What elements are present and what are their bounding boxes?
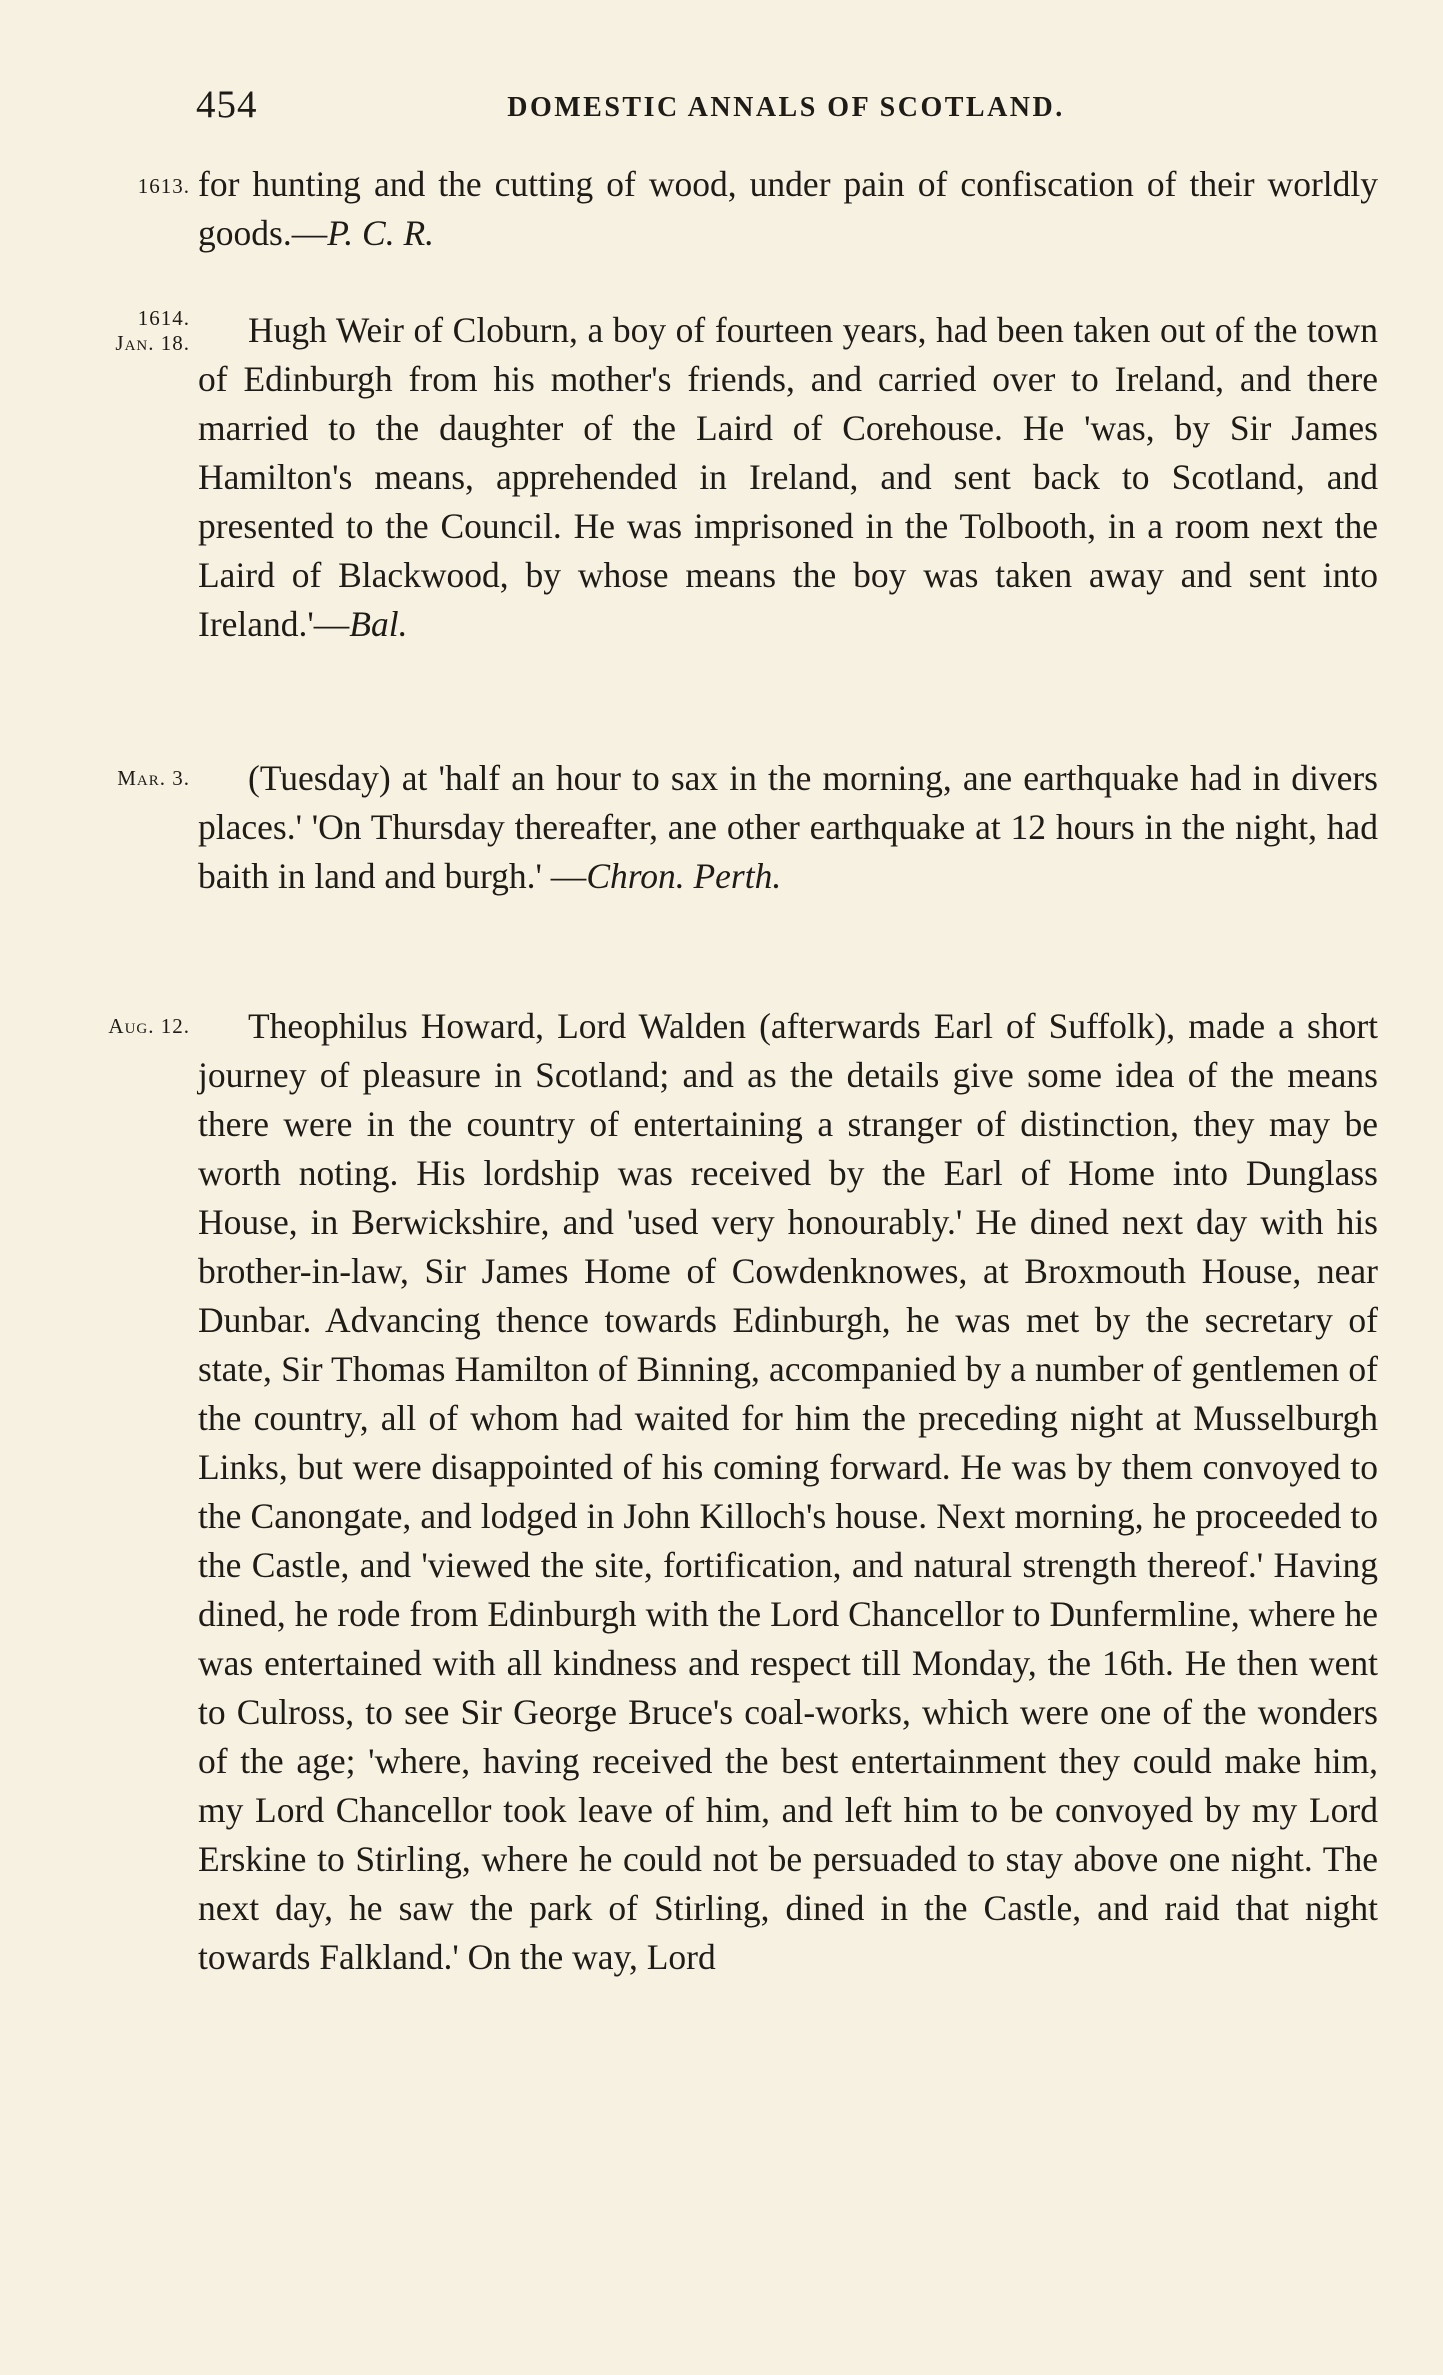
entry-date-margin xyxy=(90,1014,190,1039)
entry-text xyxy=(198,1002,1378,1982)
entry-date: Aug. 12. xyxy=(108,1014,190,1038)
entry-text xyxy=(198,160,1378,258)
entry-body: (Tuesday) at 'half an hour to sax in the morning, ane earthquake had in divers places.' 'On Thursday thereafter, ane other earthquake at 12 hours in the night, had baith in land and burgh.' — xyxy=(198,758,1378,896)
page-number: 454 xyxy=(196,83,258,126)
entry-year: 1614. xyxy=(137,306,190,330)
page-header xyxy=(196,82,1376,142)
entry-text xyxy=(198,306,1378,649)
entry-date-margin xyxy=(90,766,190,791)
entry-year: 1613. xyxy=(137,174,190,198)
entry-date: Jan. 18. xyxy=(115,331,190,355)
running-title: DOMESTIC ANNALS OF SCOTLAND. xyxy=(507,92,1065,123)
entry-date: Mar. 3. xyxy=(117,766,190,790)
entry-citation: Bal. xyxy=(349,604,408,644)
entry-body: Theophilus Howard, Lord Walden (afterwards Earl of Suffolk), made a short journey of pleasure in Scotland; and as the details give some idea of the means there were in the country of entertaining a stranger of distinction, they may be worth noting. His lordship was received by the Earl of Home into Dunglass House, in Berwickshire, and 'used very honourably.' He dined next day with his brother-in-law, Sir James Home of Cowdenknowes, at Broxmouth House, near Dunbar. Advancing thence towards Edinburgh, he was met by the secretary of state, Sir Thomas Hamilton of Binning, accompanied by a number of gentlemen of the country, all of whom had waited for him the preceding night at Musselburgh Links, but were disappointed of his coming forward. He was by them convoyed to the Canongate, and lodged in John Killoch's house. Next morning, he proceeded to the Castle, and 'viewed the site, fortification, and natural strength thereof.' Having dined, he rode from Edinburgh with the Lord Chancellor to Dunfermline, where he was entertained with all kindness and respect till Monday, the 16th. He then went to Culross, to see Sir George Bruce's coal-works, which were one of the wonders of the age; 'where, having received the best entertainment they could make him, my Lord Chancellor took leave of him, and left him to be convoyed by my Lord Erskine to Stirling, where he could not be persuaded to stay above one night. The next day, he saw the park of Stirling, dined in the Castle, and raid that night towards Falkland.' On the way, Lord xyxy=(198,1006,1378,1977)
entry-body: Hugh Weir of Cloburn, a boy of fourteen years, had been taken out of the town of Edinburgh from his mother's friends, and carried over to Ireland, and there married to the daughter of the Laird of Corehouse. He 'was, by Sir James Hamilton's means, apprehended in Ireland, and sent back to Scotland, and presented to the Council. He was imprisoned in the Tolbooth, in a room next the Laird of Blackwood, by whose means the boy was taken away and sent into Ireland.'— xyxy=(198,310,1378,644)
entry-date-margin xyxy=(90,174,190,199)
entry-date-margin xyxy=(90,306,190,356)
entry-text xyxy=(198,754,1378,901)
entry-body: for hunting and the cutting of wood, under pain of confiscation of their worldly goods.— xyxy=(198,164,1378,253)
entry-citation: Chron. Perth. xyxy=(586,856,782,896)
entry-citation: P. C. R. xyxy=(327,213,435,253)
